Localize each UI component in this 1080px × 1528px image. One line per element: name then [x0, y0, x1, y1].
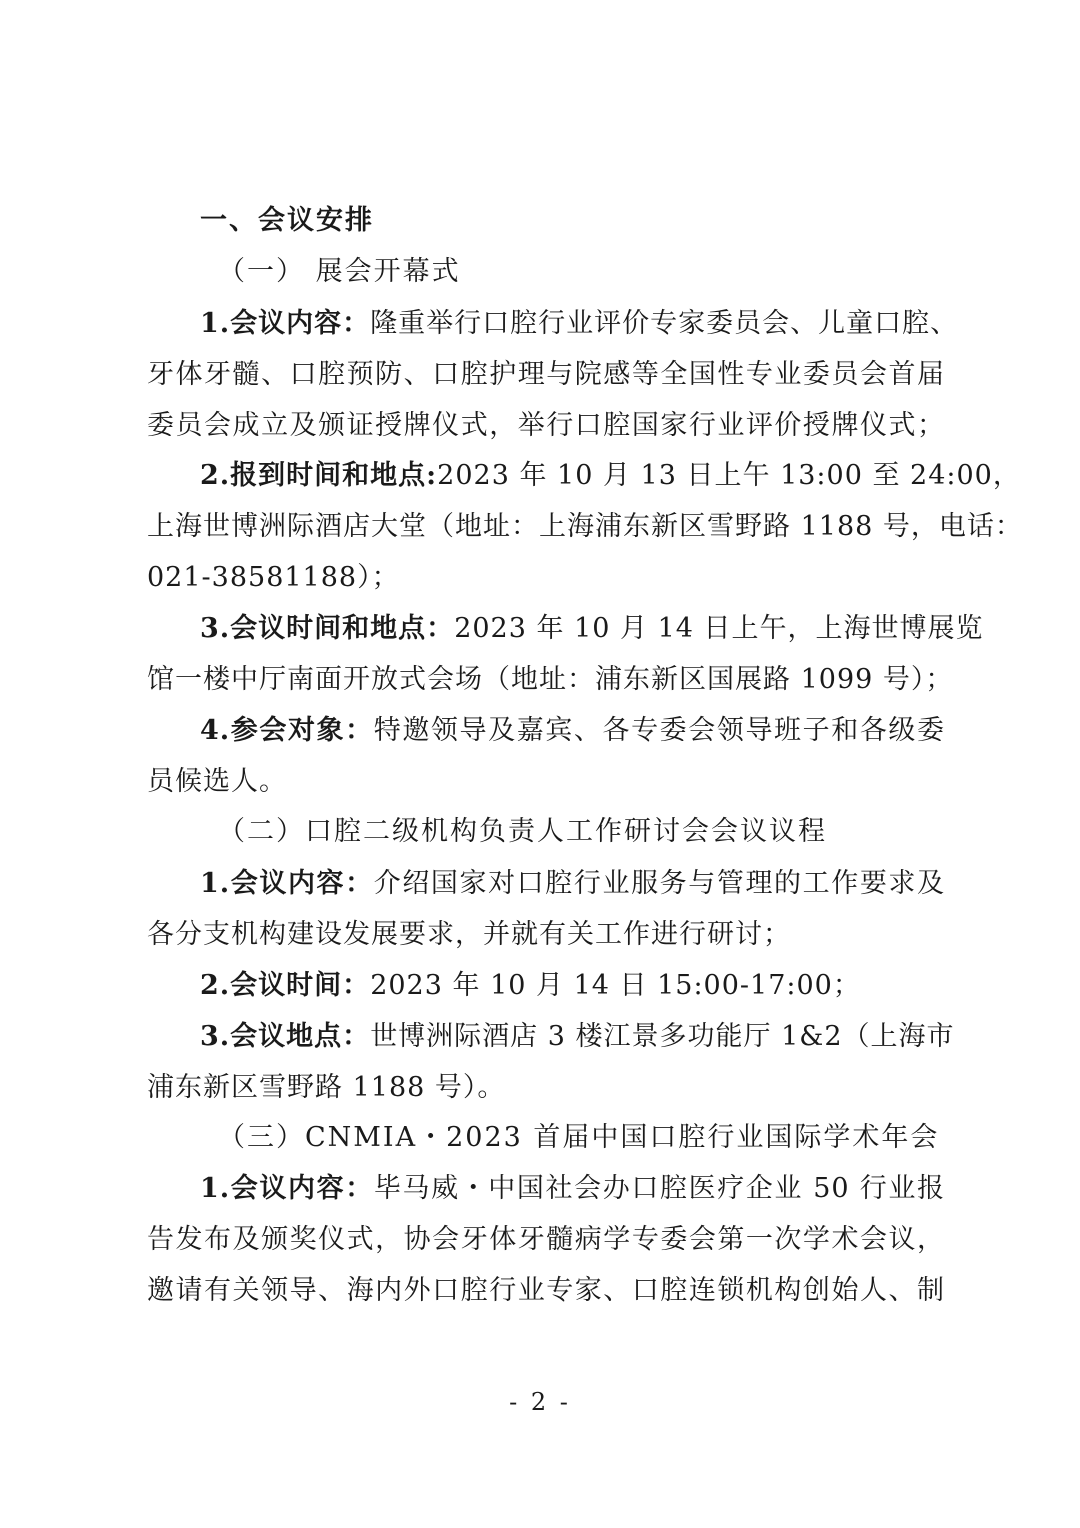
paragraph-line: 牙体牙髓、口腔预防、口腔护理与院感等全国性专业委员会首届: [147, 359, 945, 390]
subsection-title-1: （一） 展会开幕式: [218, 256, 461, 287]
item-text: 特邀领导及嘉宾、各专委会领导班子和各级委: [373, 715, 946, 746]
paragraph-line: [200, 1019, 955, 1055]
item-text: 隆重举行口腔行业评价专家委员会、儿童口腔、: [370, 308, 959, 339]
item-text: 介绍国家对口腔行业服务与管理的工作要求及: [373, 868, 946, 899]
item-text: 2023 年 10 月 14 日 15:00-17:00；: [370, 970, 861, 1001]
paragraph-line: 各分支机构建设发展要求，并就有关工作进行研讨；: [147, 919, 791, 950]
paragraph-line: 告发布及颁奖仪式，协会牙体牙髓病学专委会第一次学术会议，: [147, 1224, 945, 1255]
item-label: 1.会议内容：: [200, 868, 374, 899]
item-text: 世博洲际酒店 3 楼江景多功能厅 1&2（上海市: [370, 1021, 955, 1052]
item-text: 2023 年 10 月 14 日上午，上海世博展览: [454, 613, 984, 644]
paragraph-line: [200, 611, 984, 647]
section-heading: 一、会议安排: [200, 205, 374, 236]
item-label: 3.会议地点：: [200, 1021, 371, 1052]
page-number: - 2 -: [509, 1388, 571, 1416]
paragraph-line: 委员会成立及颁证授牌仪式，举行口腔国家行业评价授牌仪式；: [147, 410, 945, 441]
paragraph-line: [200, 458, 1021, 494]
item-label: 3.会议时间和地点：: [200, 613, 455, 644]
paragraph-line: [200, 968, 861, 1004]
item-label: 2.报到时间和地点:: [200, 460, 438, 491]
paragraph-line: 浦东新区雪野路 1188 号）。: [147, 1072, 506, 1103]
paragraph-line: 馆一楼中厅南面开放式会场（地址：浦东新区国展路 1099 号）；: [147, 664, 954, 695]
paragraph-line: 上海世博洲际酒店大堂（地址：上海浦东新区雪野路 1188 号，电话：: [147, 511, 1023, 542]
subsection-title-2: （二）口腔二级机构负责人工作研讨会会议议程: [218, 816, 827, 847]
subsection-title-3: （三）CNMIA・2023 首届中国口腔行业国际学术年会: [218, 1122, 940, 1153]
paragraph-line: 邀请有关领导、海内外口腔行业专家、口腔连锁机构创始人、制: [147, 1275, 945, 1306]
item-text: 2023 年 10 月 13 日上午 13:00 至 24:00，: [437, 460, 1021, 491]
paragraph-line: 员候选人。: [147, 766, 287, 797]
item-label: 1.会议内容：: [200, 1173, 374, 1204]
paragraph-line: [200, 866, 945, 902]
paragraph-line: [200, 306, 959, 342]
item-label: 2.会议时间：: [200, 970, 371, 1001]
item-label: 1.会议内容：: [200, 308, 371, 339]
paragraph-line: 021-38581188）；: [147, 562, 400, 593]
paragraph-line: [200, 1171, 945, 1207]
item-text: 毕马威・中国社会办口腔医疗企业 50 行业报: [373, 1173, 945, 1204]
item-label: 4.参会对象：: [200, 715, 374, 746]
paragraph-line: [200, 713, 945, 749]
